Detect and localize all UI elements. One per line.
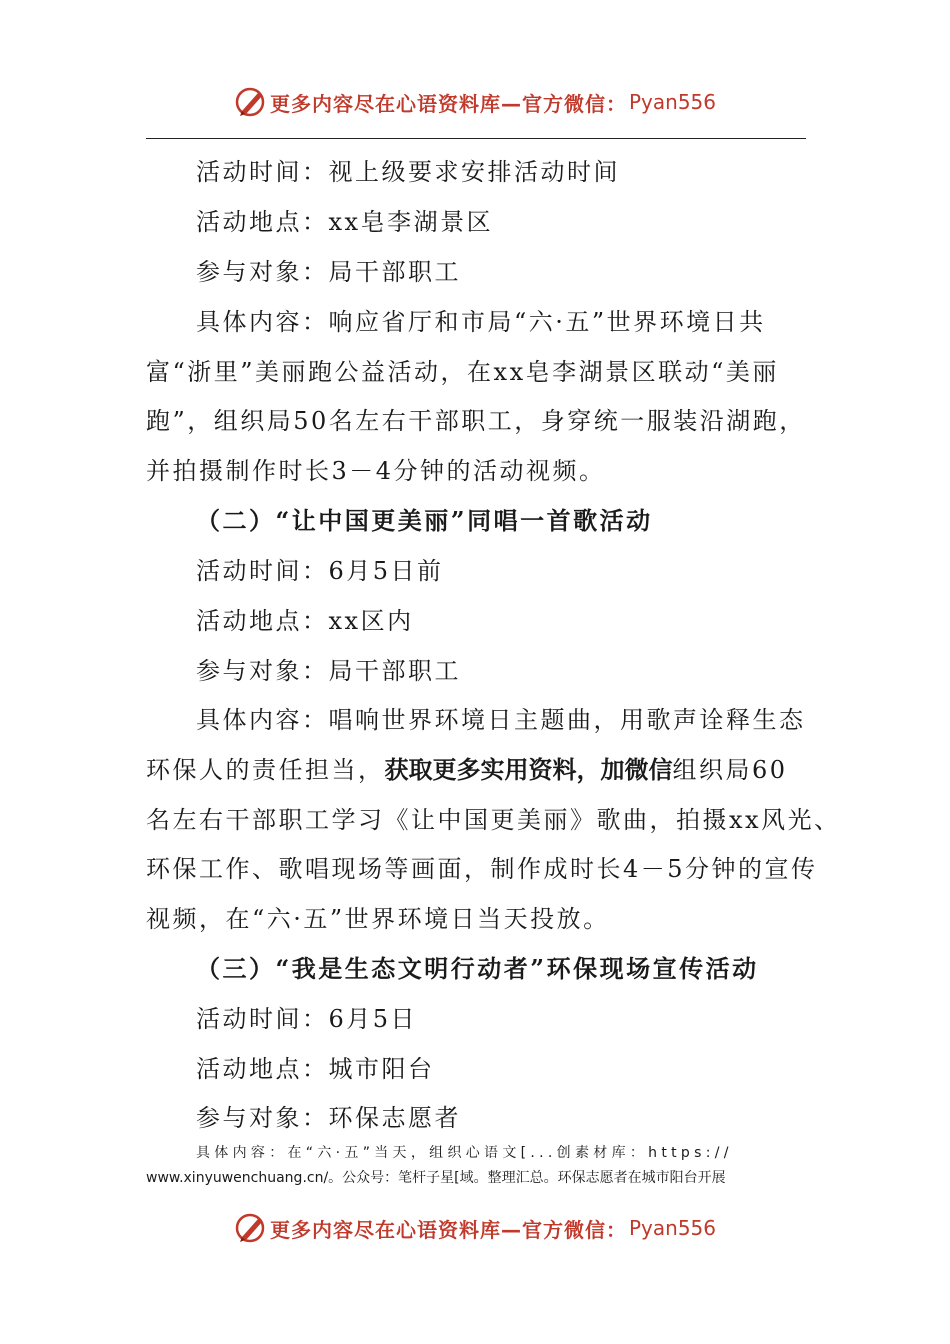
body-line: 参与对象：局干部职工 [196, 657, 461, 685]
banner-text: 更多内容尽在心语资料库—官方微信： [269, 91, 627, 116]
banner-wechat-id: Pyan556 [628, 1216, 716, 1240]
body-line: 活动时间：6月5日 [196, 1005, 418, 1033]
body-line: 跑”，组织局50名左右干部职工，身穿统一服装沿湖跑， [146, 407, 806, 435]
body-text: 环保人的责任担当， [146, 756, 385, 784]
banner-text: 更多内容尽在心语资料库—官方微信： [269, 1217, 627, 1242]
banner-wechat-id: Pyan556 [628, 90, 716, 114]
section-heading-3: （三）“我是生态文明行动者”环保现场宣传活动 [196, 954, 759, 983]
body-line: 参与对象：环保志愿者 [196, 1104, 461, 1132]
body-line: 并拍摄制作时长3－4分钟的活动视频。 [146, 457, 606, 485]
section-heading-2: （二）“让中国更美丽”同唱一首歌活动 [196, 506, 653, 535]
footer-line: 具体内容：在“六·五”当天，组织心语文[...创素材库：https:// [196, 1145, 733, 1161]
body-line: 活动地点：城市阳台 [196, 1055, 435, 1083]
promo-text: 获取更多实用资料，加微信 [384, 756, 673, 784]
body-text: 组织局60 [672, 756, 788, 784]
body-line: 活动时间：视上级要求安排活动时间 [196, 158, 620, 186]
body-line: 具体内容：响应省厅和市局“六·五”世界环境日共 [196, 308, 766, 336]
body-line-mixed [146, 755, 846, 785]
body-line: 活动地点：xx皂李湖景区 [196, 208, 494, 236]
body-line: 具体内容：唱响世界环境日主题曲，用歌声诠释生态 [196, 706, 806, 734]
header-banner [0, 82, 950, 122]
body-line: 视频，在“六·五”世界环境日当天投放。 [146, 905, 610, 933]
header-divider [146, 138, 806, 139]
body-line: 名左右干部职工学习《让中国更美丽》歌曲，拍摄xx风光、 [146, 806, 841, 834]
footer-banner [0, 1208, 950, 1248]
pen-logo-icon [234, 85, 268, 119]
body-line: 环保工作、歌唱现场等画面，制作成时长4－5分钟的宣传 [146, 855, 818, 883]
body-line: 活动地点：xx区内 [196, 607, 414, 635]
footer-line: www.xinyuwenchuang.cn/。公众号：笔杆子星[域。整理汇总。环保志愿者在城市阳台开展 [146, 1170, 726, 1186]
body-line: 活动时间：6月5日前 [196, 557, 444, 585]
body-line: 富“浙里”美丽跑公益活动，在xx皂李湖景区联动“美丽 [146, 358, 779, 386]
pen-logo-icon [234, 1211, 268, 1245]
body-line: 参与对象：局干部职工 [196, 258, 461, 286]
